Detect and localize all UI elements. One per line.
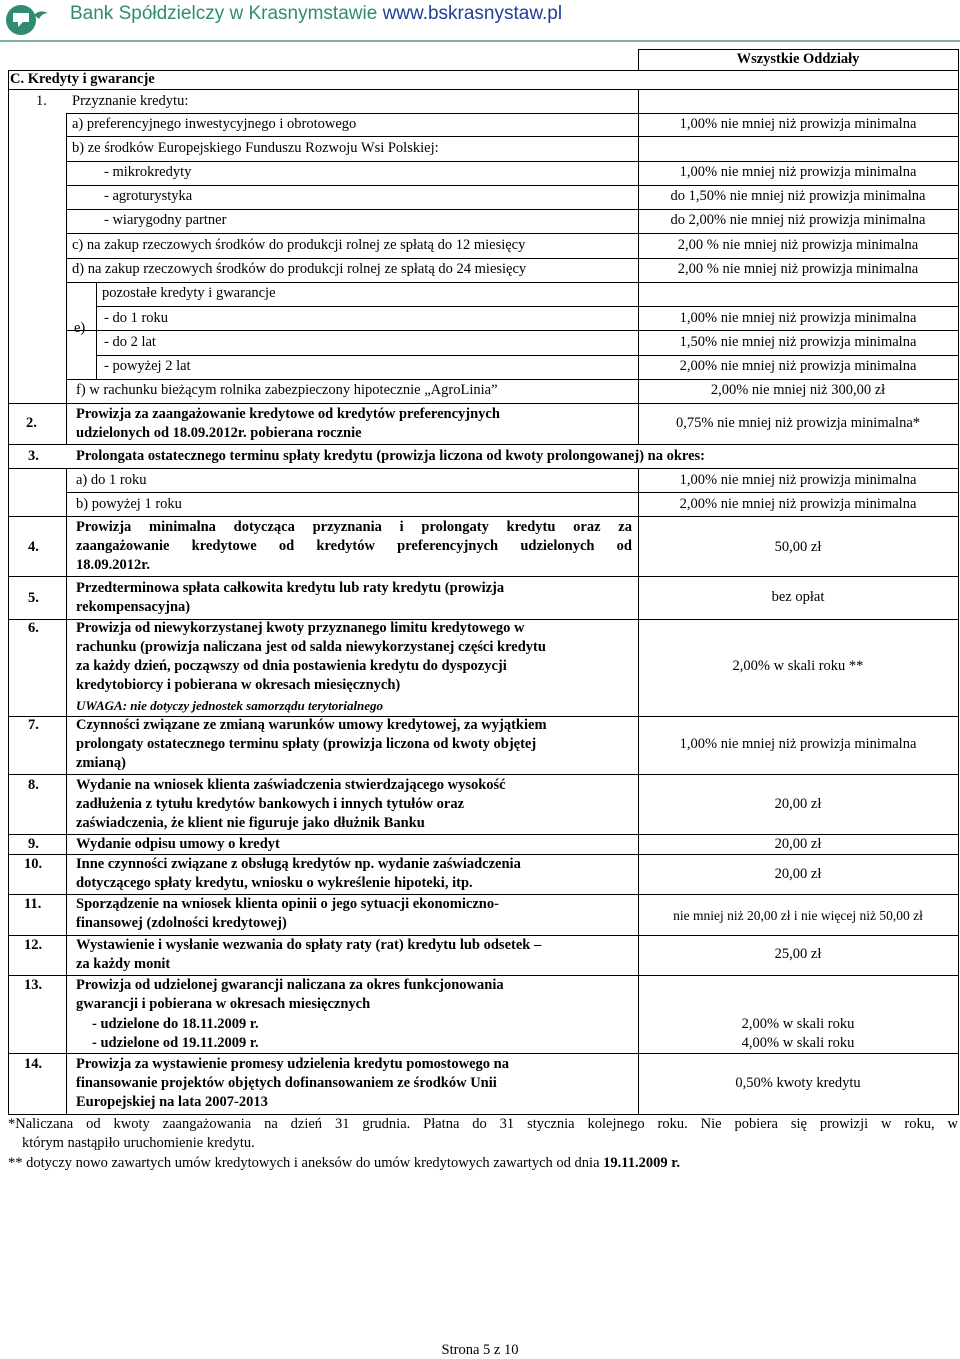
- s14-line3: Europejskiej na lata 2007-2013: [76, 1094, 268, 1110]
- s13-line2: gwarancji i pobierana w okresach miesięcznych: [76, 996, 371, 1012]
- s1e3-label: - powyżej 2 lat: [104, 358, 191, 374]
- page-number: Strona 5 z 10: [441, 1342, 519, 1358]
- s8-line2: zadłużenia z tytułu kredytów bankowych i innych tytułów oraz: [76, 796, 465, 812]
- s4-line2: zaangażowanie kredytowe od kredytów preferencyjnych udzielonych od: [76, 538, 632, 554]
- s6-line1: Prowizja od niewykorzystanej kwoty przyznanego limitu kredytowego w: [76, 620, 525, 636]
- s14-number: 14.: [24, 1056, 43, 1072]
- s8-line1: Wydanie na wniosek klienta zaświadczenia stwierdzającego wysokość: [76, 777, 506, 793]
- s9-line1: Wydanie odpisu umowy o kredyt: [76, 836, 280, 852]
- s1e2-label: - do 2 lat: [104, 334, 156, 350]
- s3a-label: a) do 1 roku: [76, 472, 147, 488]
- s5-number: 5.: [28, 590, 39, 606]
- s6-note: UWAGA: nie dotyczy jednostek samorządu terytorialnego: [76, 698, 384, 713]
- s13-sub2: - udzielone od 19.11.2009 r.: [92, 1035, 259, 1051]
- s1e3-value: 2,00% nie mniej niż prowizja minimalna: [679, 358, 917, 374]
- bank-name: [70, 3, 562, 25]
- s1b1-value: 1,00% nie mniej niż prowizja minimalna: [679, 164, 917, 180]
- s3a-value: 1,00% nie mniej niż prowizja minimalna: [679, 472, 917, 488]
- s1b3-label: - wiarygodny partner: [104, 212, 227, 228]
- s4-value: 50,00 zł: [774, 539, 822, 555]
- s6-line2: rachunku (prowizja naliczana jest od salda niewykorzystanej części kredytu: [76, 639, 546, 655]
- s1d-label: d) na zakup rzeczowych środków do produkcji rolnej ze spłatą do 24 miesięcy: [72, 261, 527, 277]
- footnote-2: [8, 1155, 680, 1172]
- s11-line1: Sporządzenie na wniosek klienta opinii o jego sytuacji ekonomiczno-: [76, 896, 499, 912]
- s6-number: 6.: [28, 620, 39, 636]
- s1c-value: 2,00 % nie mniej niż prowizja minimalna: [677, 237, 919, 253]
- s14-value: 0,50% kwoty kredytu: [735, 1075, 861, 1091]
- s1e1-label: - do 1 roku: [104, 310, 169, 326]
- s10-line2: dotyczącego spłaty kredytu, wniosku o wykreślenie hipoteki, itp.: [76, 875, 473, 891]
- s13-value2: 4,00% w skali roku: [741, 1035, 855, 1051]
- s3-title: Prolongata ostatecznego terminu spłaty kredytu (prowizja liczona od kwoty prolongowanej) na okres:: [76, 448, 705, 464]
- s10-number: 10.: [24, 856, 43, 872]
- s1b-label: b) ze środków Europejskiego Funduszu Rozwoju Wsi Polskiej:: [72, 140, 439, 156]
- s7-line1: Czynności związane ze zmianą warunków umowy kredytowej, za wyjątkiem: [76, 717, 547, 733]
- footnote-1-line1: *Naliczana od kwoty zaangażowania na dzień 31 grudnia. Płatna do 31 stycznia kolejnego roku. Nie pobiera się prowizji w roku, w: [8, 1116, 958, 1132]
- s13-line1: Prowizja od udzielonej gwarancji naliczana za okres funkcjonowania: [76, 977, 504, 993]
- s1d-value: 2,00 % nie mniej niż prowizja minimalna: [677, 261, 919, 277]
- s1b2-label: - agroturystyka: [104, 188, 193, 204]
- s1b1-label: - mikrokredyty: [104, 164, 192, 180]
- page-header: [0, 0, 960, 40]
- s11-number: 11.: [24, 896, 42, 912]
- s5-value: bez opłat: [771, 589, 825, 605]
- s8-value: 20,00 zł: [774, 796, 822, 812]
- s1b2-value: do 1,50% nie mniej niż prowizja minimalna: [670, 188, 926, 204]
- s1-number: 1.: [36, 93, 47, 109]
- section-title: C. Kredyty i gwarancje: [10, 71, 155, 87]
- column-header-all-branches: Wszystkie Oddziały: [736, 51, 860, 67]
- s7-line3: zmianą): [76, 755, 126, 771]
- s13-number: 13.: [24, 977, 43, 993]
- s1e1-value: 1,00% nie mniej niż prowizja minimalna: [679, 310, 917, 326]
- s12-line2: za każdy monit: [76, 956, 171, 972]
- s3b-label: b) powyżej 1 roku: [76, 496, 182, 512]
- s2-line2: udzielonych od 18.09.2012r. pobierana rocznie: [76, 425, 362, 441]
- bank-name-text: Bank Spółdzielczy w Krasnymstawie: [70, 3, 378, 24]
- s1e-marker: e): [74, 320, 86, 336]
- s6-line4: kredytobiorcy i pobierana w okresach miesięcznych): [76, 677, 401, 693]
- s1f-label: f) w rachunku bieżącym rolnika zabezpieczony hipotecznie „AgroLinia”: [76, 382, 498, 398]
- s12-line1: Wystawienie i wysłanie wezwania do spłaty raty (rat) kredytu lub odsetek –: [76, 937, 542, 953]
- s7-value: 1,00% nie mniej niż prowizja minimalna: [679, 736, 917, 752]
- s9-number: 9.: [28, 836, 39, 852]
- footnote-2-text: ** dotyczy nowo zawartych umów kredytowych i aneksów do umów kredytowych zawartych od dnia: [8, 1155, 604, 1171]
- header-divider: [0, 40, 960, 42]
- s1a-label: a) preferencyjnego inwestycyjnego i obrotowego: [72, 116, 357, 132]
- s10-value: 20,00 zł: [774, 866, 822, 882]
- s1e-title: pozostałe kredyty i gwarancje: [102, 285, 276, 301]
- s10-line1: Inne czynności związane z obsługą kredytów np. wydanie zaświadczenia: [76, 856, 521, 872]
- s8-line3: zaświadczenia, że klient nie figuruje jako dłużnik Banku: [76, 815, 425, 831]
- s14-line1: Prowizja za wystawienie promesy udzielenia kredytu pomostowego na: [76, 1056, 509, 1072]
- s13-value1: 2,00% w skali roku: [741, 1016, 855, 1032]
- s4-number: 4.: [28, 539, 39, 555]
- s1a-value: 1,00% nie mniej niż prowizja minimalna: [679, 116, 917, 132]
- footnote-1-line2: którym nastąpiło uruchomienie kredytu.: [22, 1135, 255, 1151]
- s2-line1: Prowizja za zaangażowanie kredytowe od kredytów preferencyjnych: [76, 406, 500, 422]
- s3b-value: 2,00% nie mniej niż prowizja minimalna: [679, 496, 917, 512]
- s5-line2: rekompensacyjna): [76, 599, 191, 615]
- s5-line1: Przedterminowa spłata całkowita kredytu lub raty kredytu (prowizja: [76, 580, 505, 596]
- s11-line2: finansowej (zdolności kredytowej): [76, 915, 287, 931]
- s11-value: nie mniej niż 20,00 zł i nie więcej niż 50,00 zł: [673, 908, 923, 923]
- footnote-2-date: 19.11.2009 r.: [603, 1155, 680, 1171]
- s7-line2: prolongaty ostatecznego terminu spłaty (prowizja liczona od kwoty objętej: [76, 736, 537, 752]
- bank-url-link[interactable]: www.bskrasnystaw.pl: [382, 3, 563, 24]
- s1-title: Przyznanie kredytu:: [72, 93, 189, 109]
- s8-number: 8.: [28, 777, 39, 793]
- s7-number: 7.: [28, 717, 39, 733]
- bank-logo-icon: [4, 3, 62, 37]
- s6-line3: za każdy dzień, począwszy od dnia postawienia kredytu do dyspozycji: [76, 658, 507, 674]
- s9-value: 20,00 zł: [774, 836, 822, 852]
- s3-number: 3.: [28, 448, 39, 464]
- s4-line3: 18.09.2012r.: [76, 557, 150, 573]
- s12-value: 25,00 zł: [774, 946, 822, 962]
- s14-line2: finansowanie projektów objętych dofinansowaniem ze środków Unii: [76, 1075, 497, 1091]
- s4-line1: Prowizja minimalna dotycząca przyznania i prolongaty kredytu oraz za: [76, 519, 632, 535]
- s13-sub1: - udzielone do 18.11.2009 r.: [92, 1016, 259, 1032]
- s1f-value: 2,00% nie mniej niż 300,00 zł: [710, 382, 886, 398]
- s2-number: 2.: [26, 415, 37, 431]
- s1e2-value: 1,50% nie mniej niż prowizja minimalna: [679, 334, 917, 350]
- s12-number: 12.: [24, 937, 43, 953]
- s2-value: 0,75% nie mniej niż prowizja minimalna*: [675, 415, 921, 431]
- s6-value: 2,00% w skali roku **: [732, 658, 864, 674]
- s1c-label: c) na zakup rzeczowych środków do produkcji rolnej ze spłatą do 12 miesięcy: [72, 237, 526, 253]
- s1b3-value: do 2,00% nie mniej niż prowizja minimalna: [670, 212, 926, 228]
